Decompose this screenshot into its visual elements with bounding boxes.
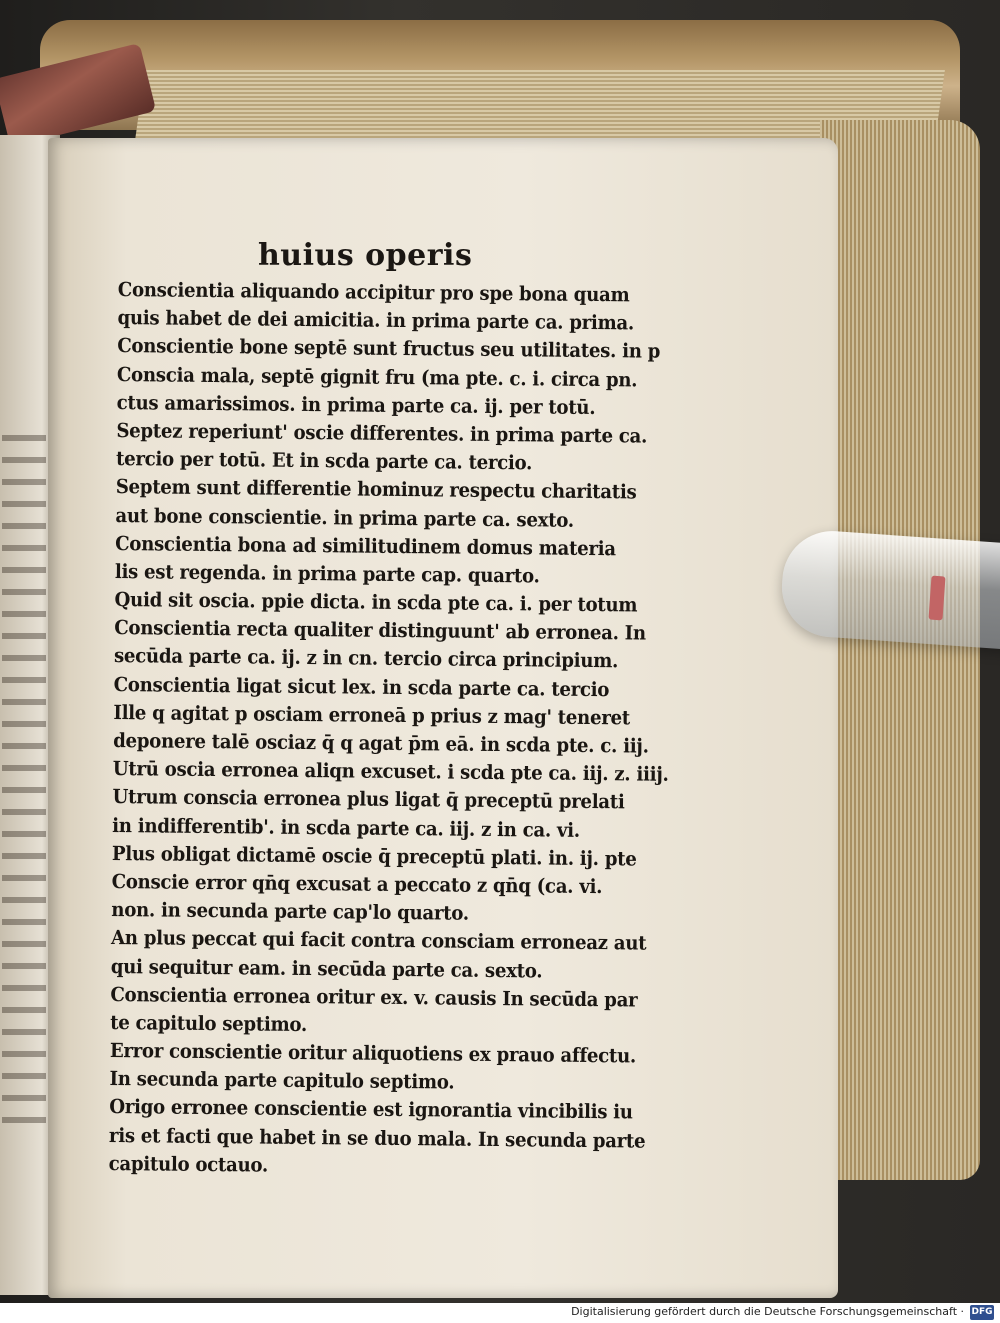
text-line: Conscientia ligat sicut lex. in scda parte ca. tercio — [113, 672, 610, 701]
text-line: Error conscientie oritur aliquotiens ex prauo affectu. — [109, 1039, 637, 1068]
text-line: tercio per totū. Et in scda parte ca. tercio. — [115, 447, 533, 475]
text-line: deponere talē osciaz q̄ q agat p̄m eā. in scda pte. c. iij. — [113, 728, 649, 758]
funding-credit: Digitalisierung gefördert durch die Deutsche Forschungsgemeinschaft · — [571, 1305, 964, 1318]
page-heading: huius operis — [258, 238, 473, 273]
text-line: Utrū oscia erronea aliqn excuset. i scda pte ca. iij. z. iiij. — [112, 757, 669, 786]
text-line: Conscia mala, septē gignit fru (ma pte. c. i. circa pn. — [116, 362, 638, 392]
text-line: Ille q agitat p osciam erroneā p prius z mag' teneret — [113, 700, 631, 730]
text-line: capitulo octauo. — [108, 1151, 269, 1177]
text-line: Conscie error qn̄q excusat a peccato z qn̄q (ca. vi. — [111, 869, 603, 899]
text-line: Septem sunt differentie hominuz respectu charitatis — [115, 475, 637, 504]
text-block — [109, 276, 678, 1184]
glass-page-weight — [779, 528, 1000, 650]
text-line: aut bone conscientie. in prima parte ca. sexto. — [115, 503, 574, 532]
text-line: Utrum conscia erronea plus ligat q̄ preceptū prelati — [112, 785, 625, 814]
text-line: qui sequitur eam. in secūda parte ca. sexto. — [110, 954, 543, 982]
text-line: quis habet de dei amicitia. in prima parte ca. prima. — [117, 306, 635, 335]
text-line: Quid sit oscia. ppie dicta. in scda pte ca. i. per totum — [114, 588, 638, 617]
text-line: Plus obligat dictamē oscie q̄ preceptū plati. in. ij. pte — [111, 841, 637, 871]
text-line: lis est regenda. in prima parte cap. quarto. — [114, 559, 540, 588]
text-line: te capitulo septimo. — [110, 1010, 308, 1036]
text-line: Septez reperiunt' oscie differentes. in prima parte ca. — [116, 418, 648, 448]
text-line: Origo erronee conscientie est ignorantia vincibilis iu — [109, 1095, 633, 1124]
text-line: In secunda parte capitulo septimo. — [109, 1067, 455, 1094]
text-line: Conscientia recta qualiter distinguunt' ab erronea. In — [114, 616, 646, 645]
text-line: Conscientia aliquando accipitur pro spe bona quam — [117, 277, 630, 307]
text-line: ctus amarissimos. in prima parte ca. ij. per totū. — [116, 390, 596, 419]
text-line: An plus peccat qui facit contra consciam erroneaz aut — [110, 926, 647, 955]
dfg-logo: DFG — [970, 1305, 994, 1320]
verso-text-fragment — [2, 435, 46, 1135]
text-line: secūda parte ca. ij. z in cn. tercio circa principium. — [113, 644, 619, 673]
text-line: ris et facti que habet in se duo mala. In secunda parte — [108, 1123, 646, 1153]
fore-edge — [820, 120, 980, 1180]
text-line: Conscientie bone septē sunt fructus seu utilitates. in p — [117, 334, 661, 364]
text-line: Conscientia bona ad similitudinem domus materia — [115, 531, 616, 560]
text-line: Conscientia erronea oritur ex. v. causis In secūda par — [110, 982, 638, 1012]
text-line: in indifferentib'. in scda parte ca. iij. z in ca. vi. — [112, 813, 581, 842]
text-line: non. in secunda parte cap'lo quarto. — [111, 898, 469, 925]
